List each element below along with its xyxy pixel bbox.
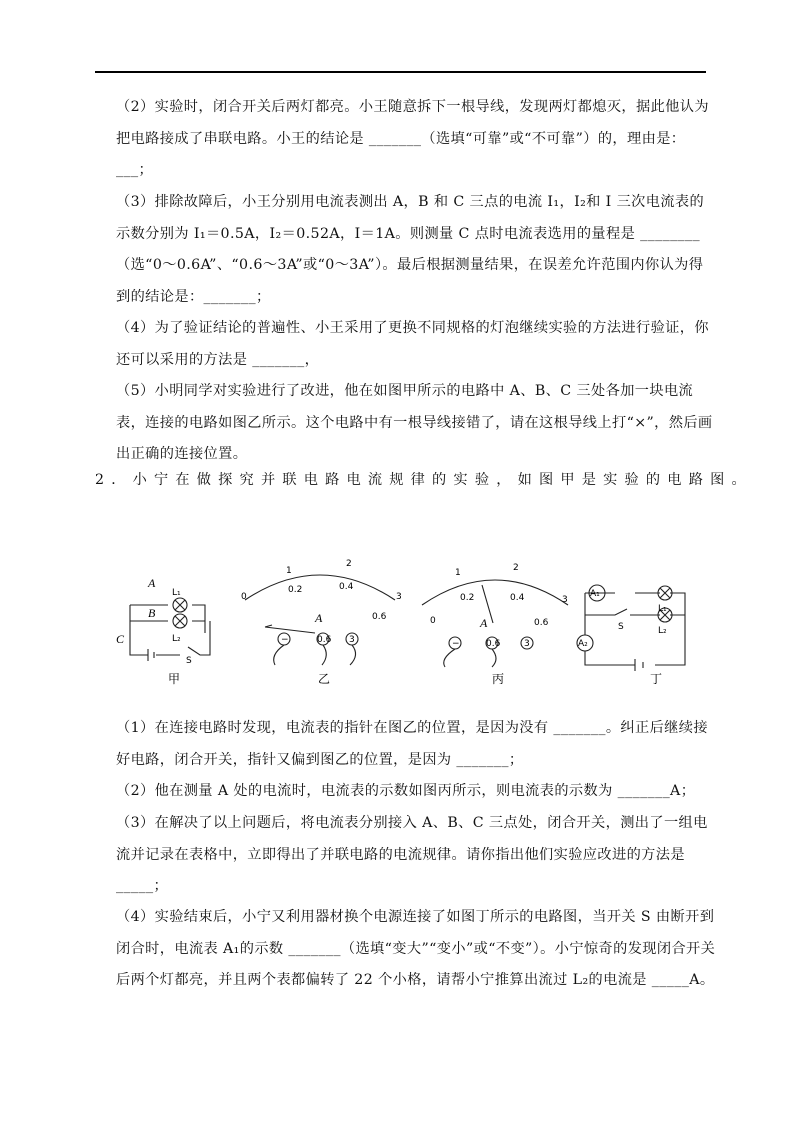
bing-terminal-minus: − [452,639,460,649]
bing-tick-04: 0.4 [510,593,525,603]
bing-label-a: A [480,616,488,630]
jia-label-a: A [148,576,156,590]
yi-terminal-3: 3 [349,635,355,645]
q2-part4: （4）实验结束后，小宁又利用器材换个电源连接了如图丁所示的电路图，当开关 S 由断开到闭合时，电流表 A₁的示数 _______（选填“变大”“变小”或“不变”）。小宁惊奇的发现闭合开关后两个灯都亮，并且两个表都偏转了 22 个小格，请帮小宁推算出流过 L₂的电流是 _____A。 [116,909,716,988]
jia-label-c: C [116,632,125,646]
q1-part4: （4）为了验证结论的普遍性、小王采用了更换不同规格的灯泡继续实验的方法进行验证，你还可以采用的方法是 _______， [116,320,709,368]
yi-tick-04: 0.4 [339,582,354,592]
yi-tick-06: 0.6 [372,612,387,622]
yi-tick-2: 2 [346,559,352,569]
yi-terminal-06: 0.6 [317,635,332,645]
q1-part5: （5）小明同学对实验进行了改进，他在如图甲所示的电路中 A、B、C 三处各加一块电流表，连接的电路如图乙所示。这个电路中有一根导线接错了，请在这根导线上打“×”，然后画出正确的连接位置。 [116,383,713,462]
q1-part2: （2）实验时，闭合开关后两灯都亮。小王随意拆下一根导线，发现两灯都熄灭，据此他认为把电路接成了串联电路。小王的结论是 _______（选填“可靠”或“不可靠”）的，理由是：___； [116,99,709,178]
yi-tick-0: 0 [241,592,247,602]
ding-label-l2: L₂ [658,626,667,636]
ding-label-a2: A₂ [578,639,588,649]
bing-terminal-06: 0.6 [486,639,501,649]
yi-terminal-minus: − [281,635,289,645]
ding-label-l1: L₁ [658,604,667,614]
q1-part3: （3）排除故障后，小王分别用电流表测出 A，B 和 C 三点的电流 I₁，I₂和 I 三次电流表的示数分别为 I₁＝0.5A，I₂＝0.52A，I＝1A。则测量 C 点时电流表选用的量程是 ________（选“0～0.6A”、“0.6～3A”或“0～3A”）。最后根据测量结果，在误差允许范围内你认为得到的结论是：_______； [116,194,705,305]
yi-caption: 乙 [318,672,331,686]
q2-stem: 2．小宁在做探究并联电路电流规律的实验，如图甲是实验的电路图。 [95,472,753,488]
bing-tick-02: 0.2 [460,593,475,603]
yi-tick-3: 3 [396,592,402,602]
circuit-figures [110,555,700,690]
q2-part3: （3）在解决了以上问题后，将电流表分别接入 A、B、C 三点处，闭合开关，测出了一组电流并记录在表格中，立即得出了并联电路的电流规律。请你指出他们实验应改进的方法是 _____； [116,815,708,894]
yi-tick-02: 0.2 [288,585,303,595]
jia-caption: 甲 [168,672,181,686]
ding-label-s: S [618,622,624,632]
jia-label-b: B [148,606,156,620]
jia-label-s: S [186,656,192,666]
ding-caption: 丁 [650,672,663,686]
figure-jia-circuit [130,598,210,661]
bing-tick-06: 0.6 [534,618,549,628]
bing-tick-2: 2 [513,563,519,573]
bing-tick-3: 3 [562,595,568,605]
bing-tick-1: 1 [455,568,461,578]
q2-part1: （1）在连接电路时发现，电流表的指针在图乙的位置，是因为没有 _______。纠正后继续接好电路，闭合开关，指针又偏到图乙的位置，是因为 _______； [116,720,708,768]
yi-label-a: A [315,611,323,625]
ding-label-a1: A₁ [590,589,600,599]
bing-terminal-3: 3 [524,639,530,649]
yi-tick-1: 1 [286,566,292,576]
bing-caption: 丙 [492,672,505,686]
header-rule [95,71,706,73]
bing-tick-0: 0 [430,616,436,626]
jia-label-l2: L₂ [172,634,181,644]
q2-part2: （2）他在测量 A 处的电流时，电流表的示数如图丙所示，则电流表的示数为 _______A； [116,783,696,799]
jia-label-l1: L₁ [172,588,181,598]
